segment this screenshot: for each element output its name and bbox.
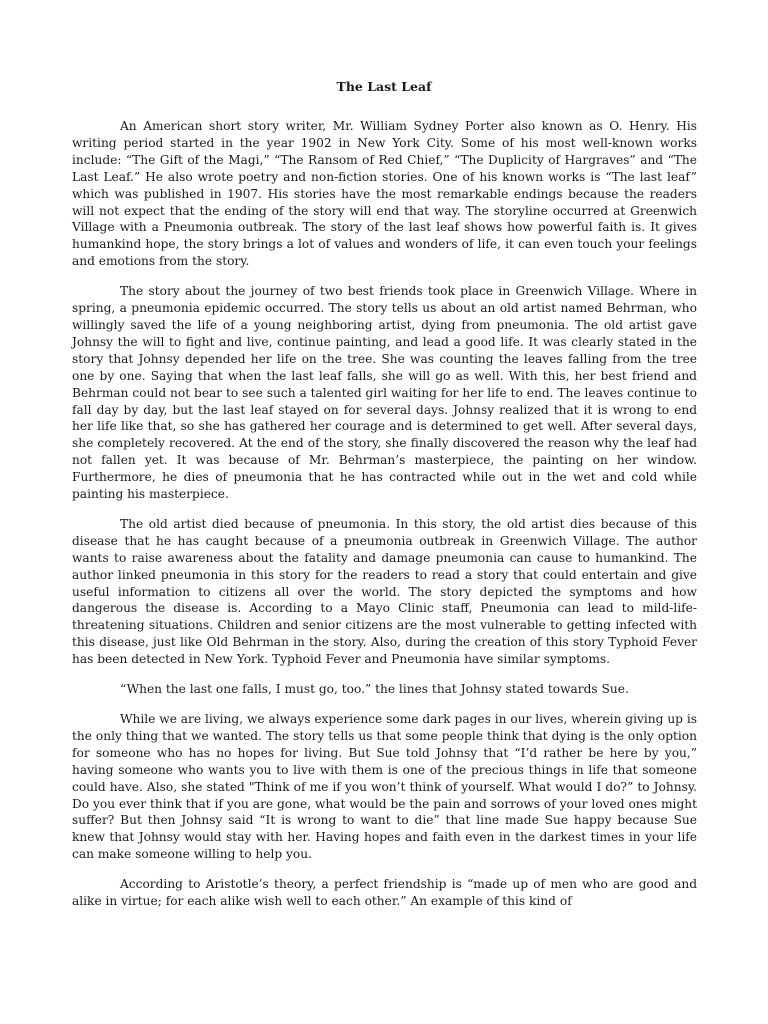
document-title: The Last Leaf (336, 79, 432, 94)
document-body (72, 118, 697, 923)
paragraph-4-quote: “When the last one falls, I must go, too.” the lines that Johnsy stated towards Sue. (120, 682, 629, 697)
paragraph-5: While we are living, we always experience some dark pages in our lives, wherein giving up is the only thing that we wanted. The story tells us that some people think that dying is the only option for someone who has no hopes for living. But Sue told Johnsy that “I’d rather be here by you,” having someone who wants you to live with them is one of the precious things in life that someone could have. Also, she stated "Think of me if you won’t think of yourself. What would I do?” to Johnsy. Do you ever think that if you are gone, what would be the pain and sorrows of your loved ones might suffer? But then Johnsy said “It is wrong to want to die” that line made Sue happy because Sue knew that Johnsy would stay with her. Having hopes and faith even in the darkest times in your life can make someone willing to help you. (72, 712, 697, 862)
paragraph-3: The old artist died because of pneumonia. In this story, the old artist dies because of this disease that he has caught because of a pneumonia outbreak in Greenwich Village. The author wants to raise awareness about the fatality and damage pneumonia can cause to humankind. The author linked pneumonia in this story for the readers to read a story that could entertain and give useful information to citizens all over the world. The story depicted the symptoms and how dangerous the disease is. According to a Mayo Clinic staff, Pneumonia can lead to mild-life-threatening situations. Children and senior citizens are the most vulnerable to getting infected with this disease, just like Old Behrman in the story. Also, during the creation of this story Typhoid Fever has been detected in New York. Typhoid Fever and Pneumonia have similar symptoms. (72, 516, 697, 667)
paragraph-6: According to Aristotle’s theory, a perfect friendship is “made up of men who are good and alike in virtue; for each alike wish well to each other.” An example of this kind of (72, 877, 697, 909)
paragraph-1: An American short story writer, Mr. William Sydney Porter also known as O. Henry. His writing period started in the year 1902 in New York City. Some of his most well-known works include: “The Gift of the Magi,” “The Ransom of Red Chief,” “The Duplicity of Hargraves” and “The Last Leaf.” He also wrote poetry and non-fiction stories. One of his known works is “The last leaf” which was published in 1907. His stories have the most remarkable endings because the readers will not expect that the ending of the story will end that way. The storyline occurred at Greenwich Village with a Pneumonia outbreak. The story of the last leaf shows how powerful faith is. It gives humankind hope, the story brings a lot of values and wonders of life, it can even touch your feelings and emotions from the story. (72, 119, 697, 269)
paragraph-2: The story about the journey of two best friends took place in Greenwich Village. Where in spring, a pneumonia epidemic occurred. The story tells us about an old artist named Behrman, who willingly saved the life of a young neighboring artist, dying from pneumonia. The old artist gave Johnsy the will to fight and live, continue painting, and lead a good life. It was clearly stated in the story that Johnsy depended her life on the tree. She was counting the leaves falling from the tree one by one. Saying that when the last leaf falls, she will go as well. With this, her best friend and Behrman could not bear to see such a talented girl waiting for her life to end. The leaves continue to fall day by day, but the last leaf stayed on for several days. Johnsy realized that it is wrong to end her life like that, so she has gathered her courage and is determined to get well. After several days, she completely recovered. At the end of the story, she finally discovered the reason why the leaf had not fallen yet. It was because of Mr. Behrman’s masterpiece, the painting on her window. Furthermore, he dies of pneumonia that he has contracted while out in the wet and cold while painting his masterpiece. (72, 284, 697, 502)
